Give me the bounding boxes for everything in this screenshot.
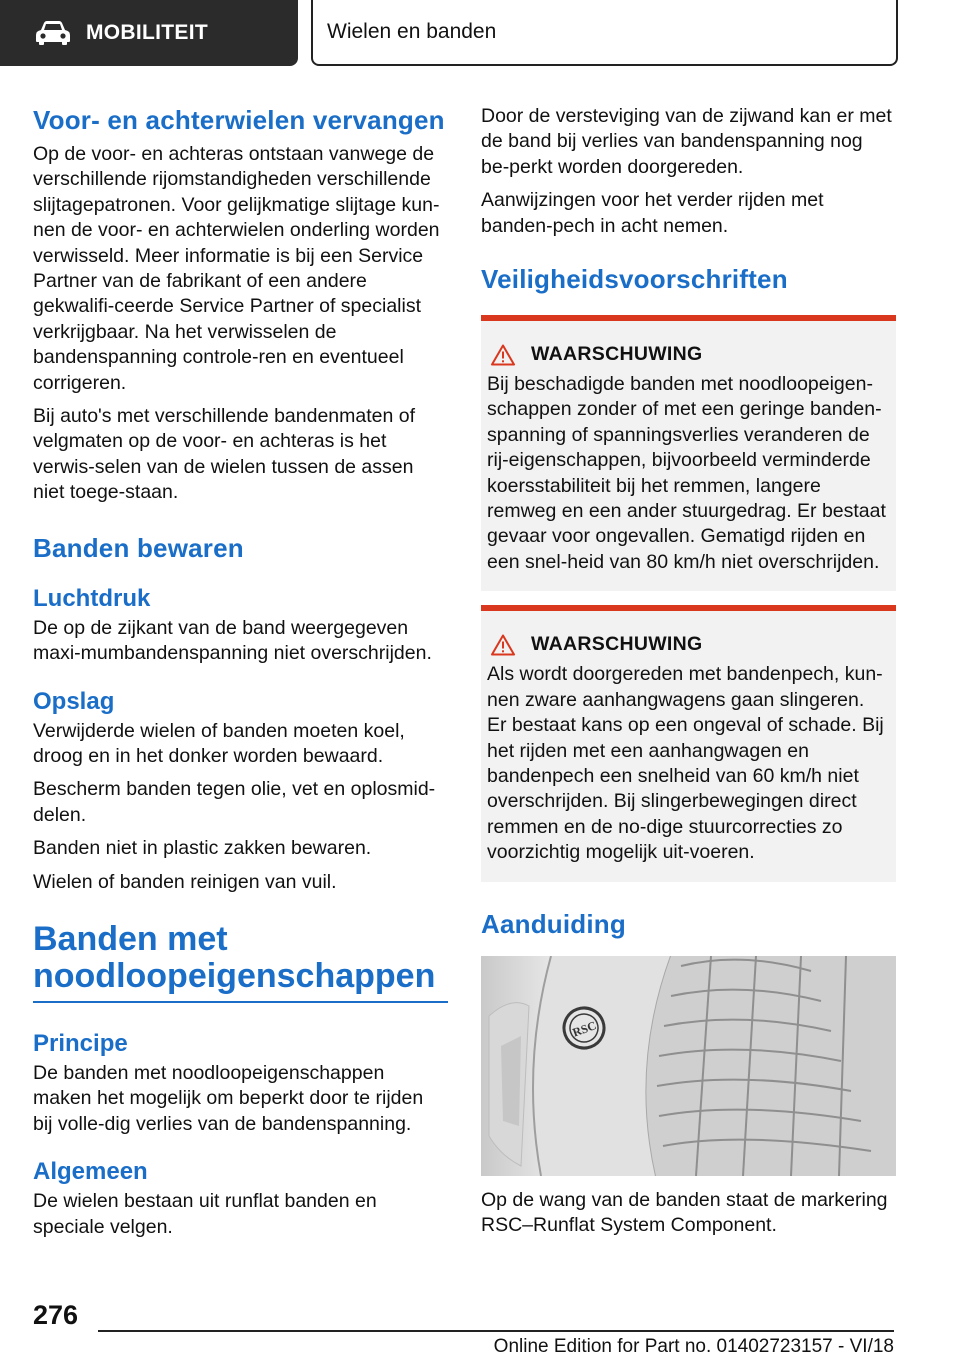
warning-title: WAARSCHUWING <box>531 633 703 656</box>
paragraph: Op de voor- en achteras ontstaan vanwege de verschillende rijomstandigheden verschillende slijtagepatronen. Voor gelijkmatige slijtage kun-nen de voor- en achterwielen onderling worden verwisseld. Meer informatie is bij een Service Partner van de fabrikant of een andere gekwalifi-ceerde Service Partner of specialist verkrijgbaar. Na het verwisselen de bandenspanning controle-ren en eventueel corrigeren. <box>33 143 440 394</box>
paragraph: Banden niet in plastic zakken bewaren. <box>33 837 372 860</box>
image-caption: Op de wang van de banden staat de markering RSC–Runflat System Component. <box>481 1188 888 1236</box>
paragraph: De banden met noodloopeigenschappen maken het mogelijk om beperkt door te rijden bij volle-dig verlies van de bandenspanning. <box>33 1061 424 1135</box>
warning-text: Bij beschadigde banden met noodloopeigen-schappen zonder of met een geringe banden-spanning of spanningsverlies veranderen de rij-eigenschappen, bijvoorbeeld verminderde koersstabiliteit bij het remmen, langere remweg en een ander stuurgedrag. Er bestaat gevaar voor ongevallen. Gematigd rijden en een snel-heid van 80 km/h niet overschrijden. <box>487 373 886 573</box>
chapter-tab <box>311 0 898 66</box>
heading-rule <box>33 1001 448 1003</box>
paragraph: Aanwijzingen voor het verder rijden met banden-pech in acht nemen. <box>481 189 824 237</box>
heading-wheels-swap: Voor- en achterwielen vervangen <box>33 105 445 135</box>
paragraph: Bescherm banden tegen olie, vet en oplosmid-delen. <box>33 778 436 826</box>
warning-box-2 <box>481 605 896 881</box>
car-icon <box>34 20 72 46</box>
warning-triangle-icon <box>491 344 515 366</box>
heading-safety: Veiligheidsvoorschriften <box>481 264 788 295</box>
warning-title: WAARSCHUWING <box>531 343 703 366</box>
heading-runflat-line2: noodloopeigenschappen <box>33 956 436 995</box>
paragraph: Wielen of banden reinigen van vuil. <box>33 870 337 893</box>
right-column <box>481 98 896 1238</box>
warning-header <box>487 343 886 366</box>
heading-general: Algemeen <box>33 1158 148 1186</box>
rsc-logo-text: RSC <box>570 1017 599 1040</box>
heading-principle: Principe <box>33 1029 128 1057</box>
heading-marking: Aanduiding <box>481 908 626 939</box>
paragraph: Door de versteviging van de zijwand kan er met de band bij verlies van bandenspanning nog be-perkt worden doorgereden. <box>481 105 892 178</box>
heading-storage: Opslag <box>33 687 115 715</box>
heading-air-pressure: Luchtdruk <box>33 584 151 612</box>
paragraph: De wielen bestaan uit runflat banden en speciale velgen. <box>33 1190 377 1238</box>
warning-text: Als wordt doorgereden met bandenpech, kun-nen zware aanhangwagens gaan slingeren. Er bestaat kans op een ongeval of schade. Bij het rijden met een aanhangwagen en bandenpech een snelheid van 60 km/h niet overschrijden. Bij slingerbewegingen direct remmen en de no-dige stuurcorrecties zo voorzichtig mogelijk uit-voeren. <box>487 663 884 864</box>
section-title: MOBILITEIT <box>86 21 208 44</box>
section-tab <box>0 0 298 66</box>
heading-runflat-line1: Banden met <box>33 919 228 958</box>
paragraph: De op de zijkant van de band weergegeven maxi-mumbandenspanning niet overschrijden. <box>33 616 432 665</box>
tire-illustration <box>481 956 896 1176</box>
edition-info: Online Edition for Part no. 01402723157 - VI/18 <box>493 1336 894 1357</box>
page-header <box>0 0 960 66</box>
heading-tire-storage: Banden bewaren <box>33 532 244 563</box>
paragraph: Bij auto's met verschillende bandenmaten of velgmaten op de voor- en achteras is het verwis-selen van de wielen tussen de assen niet toege-staan. <box>33 405 416 504</box>
paragraph: Verwijderde wielen of banden moeten koel, droog en in het donker worden bewaard. <box>33 719 405 767</box>
left-column <box>33 98 448 1240</box>
warning-triangle-icon <box>491 634 515 656</box>
warning-box-1 <box>481 315 896 591</box>
page-number: 276 <box>33 1300 79 1330</box>
chapter-title: Wielen en banden <box>327 20 497 43</box>
heading-runflat-tires <box>33 921 448 995</box>
warning-header <box>487 633 886 656</box>
footer-rule <box>98 1330 894 1332</box>
tire-sidewall-image <box>481 956 896 1176</box>
